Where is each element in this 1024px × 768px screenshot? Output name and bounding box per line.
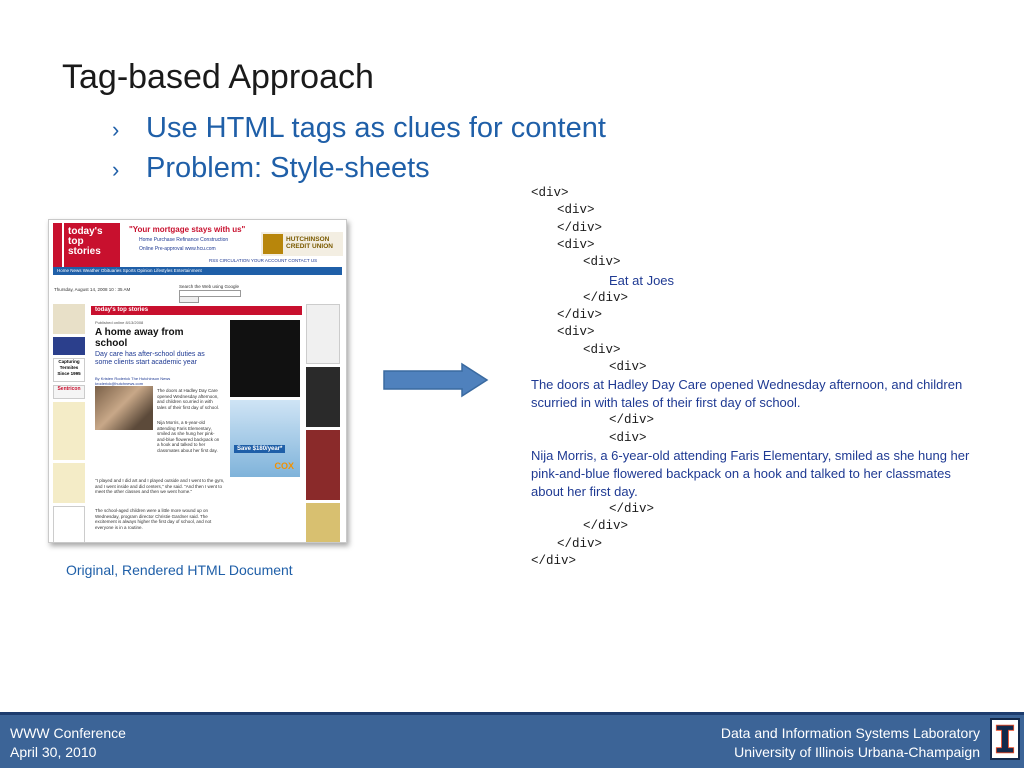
vertical-site-strip: [53, 223, 62, 269]
mortgage-ad-links: Home Purchase Refinance Construction: [139, 237, 229, 243]
bullet-text: Use HTML tags as clues for content: [146, 112, 606, 144]
byline-email: kroderick@hutchnews.com: [95, 381, 144, 386]
html-code-panel: [531, 185, 971, 571]
code-tag-line: <div>: [557, 203, 595, 218]
code-text-content: The doors at Hadley Day Care opened Wednesday afternoon, and children scurried in with tales of their first day of school.: [531, 377, 963, 411]
left-ad: [53, 463, 85, 503]
footer-left: [10, 724, 126, 762]
bullet-text: Problem: Style-sheets: [146, 152, 430, 184]
university-name: University of Illinois Urbana-Champaign: [734, 744, 980, 760]
article-body-col2: Nija Morris, a 6-year-old attending Faris Elementary, smiled as she hung her pink-and-blue flowered backpack on a hook and talked to her classmates about her first day.: [157, 420, 220, 453]
slide-title: Tag-based Approach: [62, 58, 374, 96]
article-headline: A home away from school: [95, 327, 184, 349]
section-header-text: today's top stories: [95, 307, 149, 313]
far-right-ad-column: [306, 304, 340, 543]
site-logo-line2: top stories: [68, 236, 101, 257]
footer-divider: [0, 712, 1024, 715]
credit-union-name: [286, 236, 333, 250]
left-ad: [53, 337, 85, 355]
credit-union-name-line1: HUTCHINSON: [286, 236, 330, 243]
rendered-page-thumbnail: [48, 219, 347, 543]
code-tag-line: <div>: [557, 325, 595, 340]
far-right-ad: [306, 367, 340, 427]
site-logo-line1: today's: [68, 226, 103, 237]
search-label: Search the Web using Google: [179, 284, 239, 289]
utility-links: RSS CIRCULATION YOUR ACCOUNT CONTACT US: [209, 258, 318, 263]
cox-ad: [230, 400, 300, 477]
article-byline: [95, 376, 170, 386]
right-ad-column: [230, 320, 300, 477]
article-body-col1: The doors at Hadley Day Care opened Wednesday afternoon, and children scurried in with tales of their first day of school.: [157, 388, 220, 410]
lab-name: Data and Information Systems Laboratory: [720, 725, 980, 741]
left-ad-sentricon: Sentricon: [53, 385, 85, 399]
code-tag-line: <div>: [531, 186, 569, 200]
code-tag-line: </div>: [531, 554, 577, 569]
code-tag-line: </div>: [609, 413, 655, 428]
article-body-col4: The school-aged children were a little more wound up on Wednesday, program director Christie Gardner said. The excitement is always higher the first day of school, and not everyone is in a routine.: [95, 508, 212, 530]
code-tag-line: </div>: [583, 290, 629, 305]
footer-right: [721, 724, 980, 762]
left-ad-column: [53, 304, 85, 543]
conference-name: WWW Conference: [10, 725, 126, 741]
article-subhead: Day care has after-school duties as some clients start academic year: [95, 351, 205, 366]
article-body-col3: "I played and I did art and I played outside and I went to the gym, and I went inside and did centers," she said. "And then I went to meet the other classes and then we went home.": [95, 478, 225, 494]
site-nav-links: Home News Weather Obituaries Sports Opinion Lifestyles Entertainment: [57, 268, 202, 273]
credit-union-emblem-icon: [263, 234, 283, 254]
far-right-ad: [306, 304, 340, 364]
slide-footer: [0, 712, 1024, 768]
date-line: Thursday, August 14, 2008 10 : 35 AM: [54, 287, 131, 292]
code-tag-line: <div>: [609, 360, 647, 375]
far-right-ad: [306, 430, 340, 500]
published-date: Published online 8/13/2008: [95, 320, 144, 325]
right-arrow-icon: [382, 362, 490, 398]
code-text-content: Nija Morris, a 6-year-old attending Faris Elementary, smiled as she hung her pink-and-blue flowered backpack on a hook and talked to her classmates about her first day.: [531, 448, 970, 500]
code-tag-line: <div>: [609, 430, 647, 445]
section-header-bar: [91, 306, 302, 315]
code-tag-line: <div>: [583, 342, 621, 357]
presentation-date: April 30, 2010: [10, 744, 97, 760]
site-nav-bar: [53, 267, 342, 275]
mortgage-ad: [123, 225, 258, 261]
search-button: [179, 296, 199, 303]
code-tag-line: </div>: [583, 519, 629, 534]
bullet-list: [112, 108, 606, 188]
code-text-content: Eat at Joes: [609, 272, 675, 288]
cox-logo: COX: [274, 461, 294, 471]
bullet-marker: ›: [112, 117, 120, 142]
site-logo: [64, 223, 120, 269]
far-right-ad: [306, 503, 340, 543]
cox-ad-offer: Save $180/year*: [234, 445, 285, 453]
left-ad: [53, 402, 85, 460]
code-tag-line: </div>: [557, 220, 603, 235]
left-ad-termites: Capturing Termites Since 1995: [53, 358, 85, 382]
bullet-marker: ›: [112, 157, 120, 182]
mortgage-ad-headline: "Your mortgage stays with us": [129, 225, 246, 234]
code-tag-line: </div>: [609, 502, 655, 517]
left-ad: [53, 304, 85, 334]
credit-union-ad: [230, 320, 300, 397]
thumbnail-caption: Original, Rendered HTML Document: [66, 562, 293, 578]
left-ad: [53, 506, 85, 543]
mortgage-ad-url: Online Pre-approval www.hcu.com: [139, 246, 216, 252]
credit-union-name-line2: CREDIT UNION: [286, 243, 333, 250]
article-photo: [95, 386, 153, 430]
bullet-item: [112, 108, 606, 148]
byline-author: By Kristen Roderick The Hutchinson News: [95, 376, 171, 381]
bullet-item: [112, 148, 606, 188]
code-tag-line: <div>: [557, 238, 595, 253]
code-tag-line: <div>: [583, 255, 621, 270]
credit-union-logo: [261, 232, 343, 256]
code-tag-line: </div>: [557, 536, 603, 551]
code-tag-line: </div>: [557, 308, 603, 323]
illinois-block-i-icon: [990, 718, 1020, 760]
